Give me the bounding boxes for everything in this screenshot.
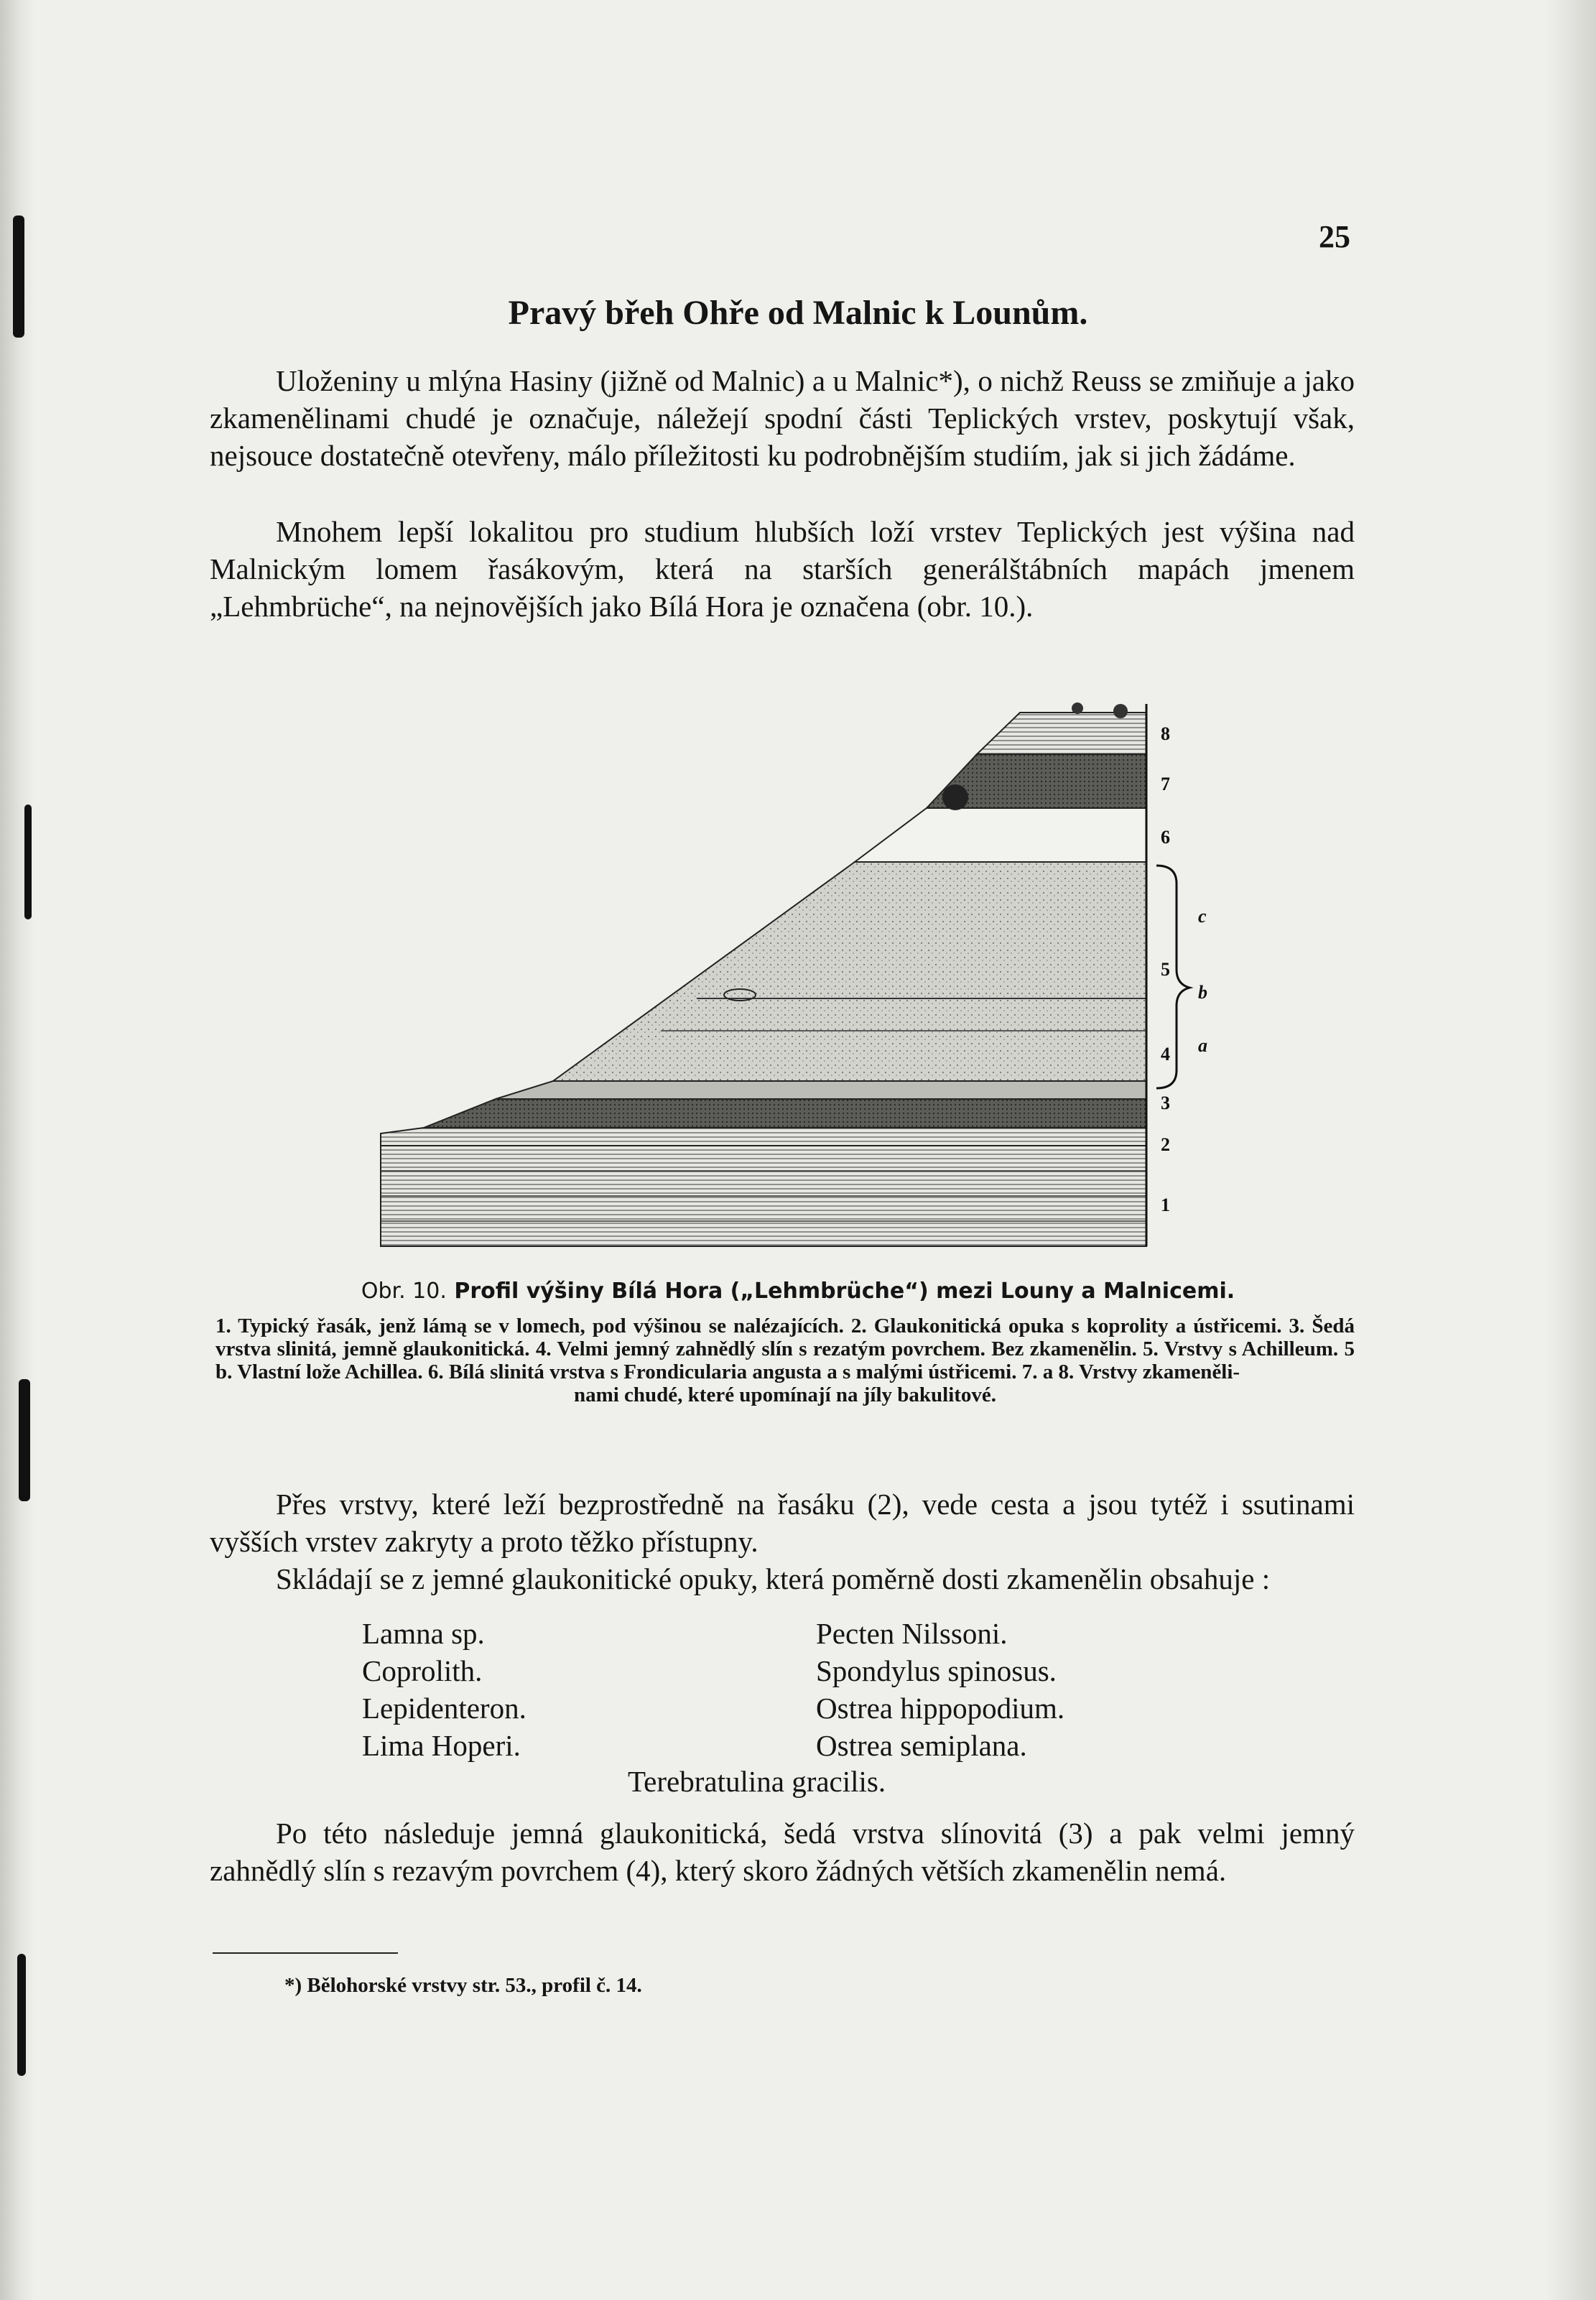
species-item: Coprolith. xyxy=(362,1654,483,1687)
paragraph xyxy=(210,1485,1355,1598)
paragraph-text: Mnohem lepší lokalitou pro studium hlubších loží vrstev Teplických jest výšina nad Malnickým lomem řasákovým, která na starších generálštábních mapách jmenem „Lehmbrüche“, na nejnovějších jako Bílá Hora je označena (obr. 10.). xyxy=(210,515,1355,623)
layer-label-4: 4 xyxy=(1161,1044,1170,1065)
layer-1-pattern xyxy=(381,1146,1146,1246)
page-title: Pravý břeh Ohře od Malnic k Lounům. xyxy=(508,294,1088,332)
layer-label-3: 3 xyxy=(1161,1093,1170,1113)
layer-label-1: 1 xyxy=(1161,1195,1170,1215)
species-item: Lamna sp. xyxy=(362,1617,485,1650)
layer-5 xyxy=(553,862,1146,1081)
paragraph-text: Po této následuje jemná glaukonitická, šedá vrstva slínovitá (3) a pak velmi jemný zahnědlý slín s rezavým povrchem (4), který skoro žádných větších zkamenělin nemá. xyxy=(210,1817,1355,1887)
layer-label-7: 7 xyxy=(1161,774,1170,794)
figure-caption xyxy=(0,1279,1596,1304)
species-item: Pecten Nilssoni. xyxy=(816,1617,1008,1650)
species-item: Lepidenteron. xyxy=(362,1692,526,1725)
layer-label-6: 6 xyxy=(1161,827,1170,848)
species-item: Ostrea semiplana. xyxy=(816,1729,1027,1762)
scan-blot xyxy=(17,1954,26,2076)
footnote-divider xyxy=(213,1952,398,1954)
layer-3 xyxy=(424,1099,1146,1128)
figure-title: Profil výšiny Bílá Hora („Lehmbrüche“) mezi Louny a Malnicemi. xyxy=(454,1279,1235,1304)
layer-label-a: a xyxy=(1198,1035,1207,1056)
layer-label-5: 5 xyxy=(1161,959,1170,980)
paragraph xyxy=(210,362,1355,474)
species-list-left xyxy=(362,1615,526,1764)
layer-label-c: c xyxy=(1198,906,1207,927)
figure-notes-text: 1. Typický řasák, jenž lámą se v lomech, pod výšinou se nalézajících. 2. Glaukonitická opuka s koprolity a ústřicemi. 3. Šedá vrstva slinitá, jemně glaukonitická. 4. Velmi jemný zahnědlý slín s rezatým povrchem. Bez zkamenělin. 5. Vrstvy s Achilleum. 5 b. Vlastní lože Achillea. 6. Bílá slinitá vrstva s Frondicularia angusta a s malými ústřicemi. 7. a 8. Vrstvy zkameněli- xyxy=(215,1314,1355,1383)
paragraph-text: Přes vrstvy, které leží bezprostředně na řasáku (2), vede cesta a jsou tytéž i ssutinami vyšších vrstev zakryty a proto těžko přístupny. xyxy=(210,1488,1355,1558)
scan-blot xyxy=(19,1379,30,1501)
paragraph-text: Skládají se z jemné glaukonitické opuky, která poměrně dosti zkamenělin obsahuje : xyxy=(276,1562,1271,1595)
layer-6 xyxy=(855,808,1146,862)
page-number: 25 xyxy=(1319,219,1350,254)
species-item: Lima Hoperi. xyxy=(362,1729,521,1762)
layer-2 xyxy=(381,1128,1146,1146)
page-right-edge-shadow xyxy=(1546,0,1596,2300)
paragraph xyxy=(210,1814,1355,1889)
species-list-right xyxy=(816,1615,1064,1764)
footnote: *) Bělohorské vrstvy str. 53., profil č. 14. xyxy=(284,1974,642,1997)
paragraph xyxy=(210,513,1355,625)
layer-8 xyxy=(977,713,1146,754)
layer-label-b: b xyxy=(1198,982,1207,1003)
species-item-center: Terebratulina gracilis. xyxy=(628,1765,886,1798)
species-item: Spondylus spinosus. xyxy=(816,1654,1057,1687)
layer-label-2: 2 xyxy=(1161,1134,1170,1155)
species-item: Ostrea hippopodium. xyxy=(816,1692,1065,1725)
figure-number: Obr. 10. xyxy=(361,1279,447,1304)
geological-profile-figure xyxy=(359,668,1235,1257)
figure-notes xyxy=(215,1314,1355,1406)
paragraph-text: Uloženiny u mlýna Hasiny (jižně od Malnic) a u Malnic*), o nichž Reuss se zmiňuje a jako zkamenělinami chudé je označuje, náležejí spodní části Teplických vrstev, poskytují však, nejsouce dostatečně otevřeny, málo příležitosti ku podrobnějším studiím, jak si jich žádáme. xyxy=(210,364,1355,472)
figure-notes-end: nami chudé, které upomínají na jíly bakulitové. xyxy=(573,1383,997,1406)
layer-4 xyxy=(496,1081,1146,1099)
layer-label-8: 8 xyxy=(1161,723,1170,744)
scan-blot xyxy=(24,804,32,919)
